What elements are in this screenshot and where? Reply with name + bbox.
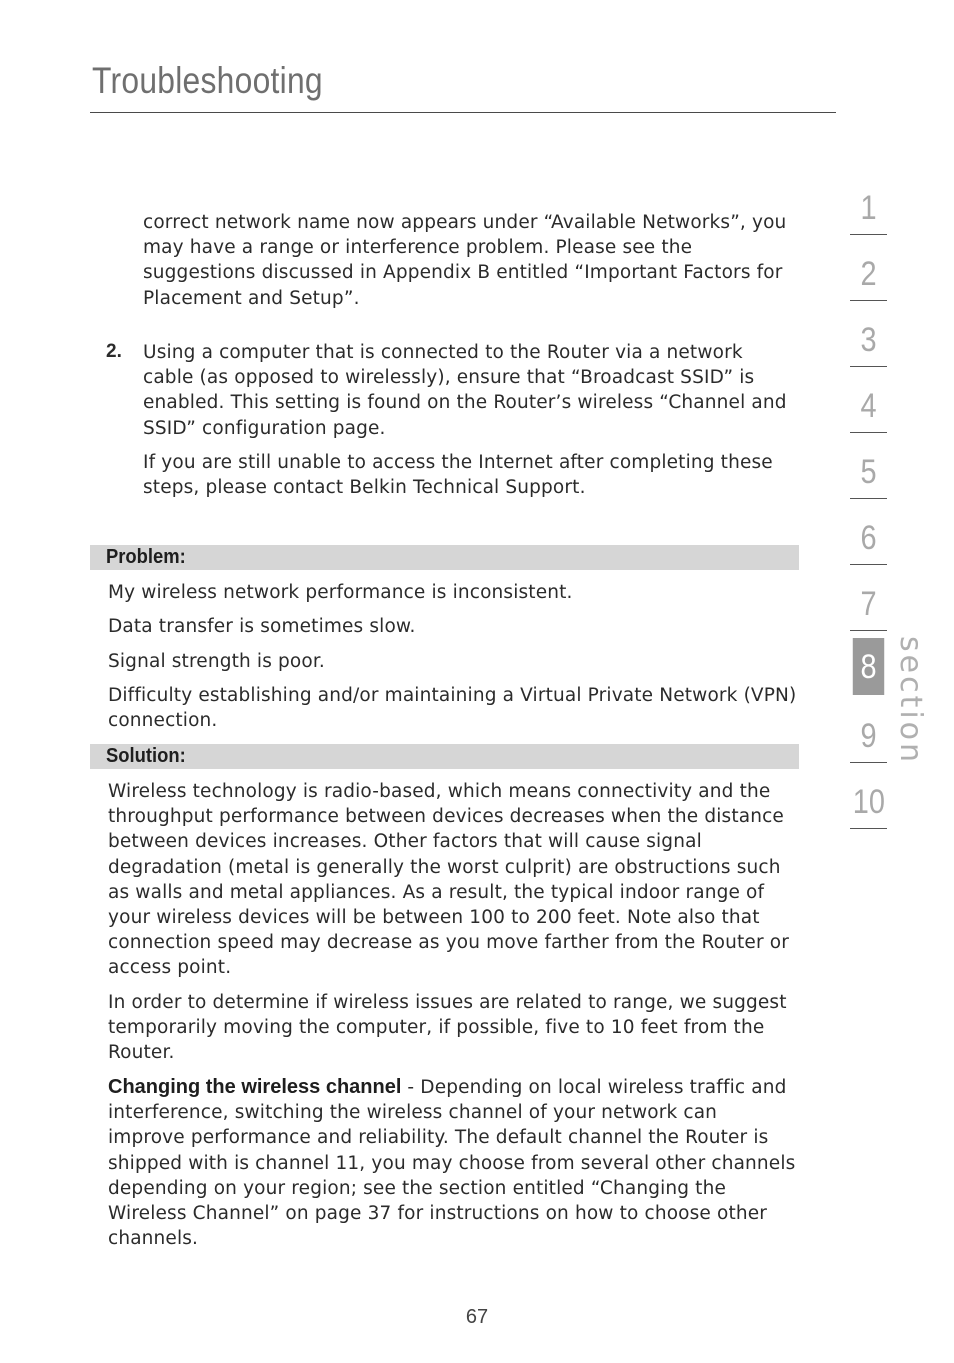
- section-divider: [850, 828, 887, 829]
- problem-item: My wireless network performance is inconsistent.: [108, 582, 573, 603]
- section-divider: [850, 300, 887, 301]
- section-divider: [850, 234, 887, 235]
- section-divider: [850, 630, 887, 631]
- section-tab-1[interactable]: 1: [860, 189, 877, 227]
- page-number: 67: [465, 1306, 489, 1328]
- solution-heading: Solution:: [106, 745, 186, 767]
- step-number: 2.: [106, 341, 122, 362]
- section-divider: [850, 762, 887, 763]
- solution-paragraph: Wireless technology is radio-based, which means connectivity and the throughput performance between devices decreases when the distance between devices increases. Other factors that will cause signal degradation (metal is generally the worst culprit) are obstructions such as walls and metal appliances. As a result, the typical indoor range of your wireless devices will be between 100 to 200 feet. Note also that connection speed may decrease as you move farther from the Router or access point.: [108, 781, 789, 979]
- section-tab-6[interactable]: 6: [860, 519, 877, 557]
- channel-paragraph: [108, 1075, 798, 1251]
- step-2-followup: If you are still unable to access the Internet after completing these steps, please contact Belkin Technical Support.: [143, 452, 773, 499]
- intro-paragraph: correct network name now appears under “Available Networks”, you may have a range or interference problem. Please see the suggestions discussed in Appendix B entitled “Important Factors for Placement and Setup”.: [143, 212, 787, 309]
- step-2-text: Using a computer that is connected to the Router via a network cable (as opposed to wirelessly), ensure that “Broadcast SSID” is enabled. This setting is found on the Router’s wireless “Channel and SSID” configuration page.: [143, 342, 787, 439]
- section-divider: [850, 564, 887, 565]
- problem-heading: Problem:: [106, 546, 186, 568]
- page-title: Troubleshooting: [92, 60, 323, 101]
- section-tab-10[interactable]: 10: [852, 783, 885, 821]
- title-rule: [90, 112, 836, 113]
- problem-heading-bar: [90, 545, 799, 570]
- section-tab-5[interactable]: 5: [860, 453, 877, 491]
- problem-item: Signal strength is poor.: [108, 651, 325, 672]
- section-tab-9[interactable]: 9: [860, 717, 877, 755]
- solution-paragraph: In order to determine if wireless issues are related to range, we suggest temporarily moving the computer, if possible, five to 10 feet from the Router.: [108, 992, 787, 1064]
- section-label: section: [893, 636, 928, 766]
- section-tab-8-active[interactable]: 8: [853, 638, 884, 695]
- section-tab-2[interactable]: 2: [860, 255, 877, 293]
- section-tab-7[interactable]: 7: [860, 585, 877, 623]
- section-divider: [850, 432, 887, 433]
- problem-item: Data transfer is sometimes slow.: [108, 616, 416, 637]
- section-tab-3[interactable]: 3: [860, 321, 877, 359]
- section-divider: [850, 498, 887, 499]
- section-tab-4[interactable]: 4: [860, 387, 877, 425]
- channel-text: - Depending on local wireless traffic and interference, switching the wireless channel of your network can improve performance and reliability. The default channel the Router is shipped with is channel 11, you may choose from several other channels depending on your region; see the section entitled “Changing the Wireless Channel” on page 37 for instructions on how to choose other channels.: [108, 1077, 796, 1250]
- solution-heading-bar: [90, 744, 799, 769]
- problem-item: Difficulty establishing and/or maintaining a Virtual Private Network (VPN) connection.: [108, 685, 797, 732]
- channel-lead: Changing the wireless channel: [108, 1076, 402, 1098]
- section-divider: [850, 366, 887, 367]
